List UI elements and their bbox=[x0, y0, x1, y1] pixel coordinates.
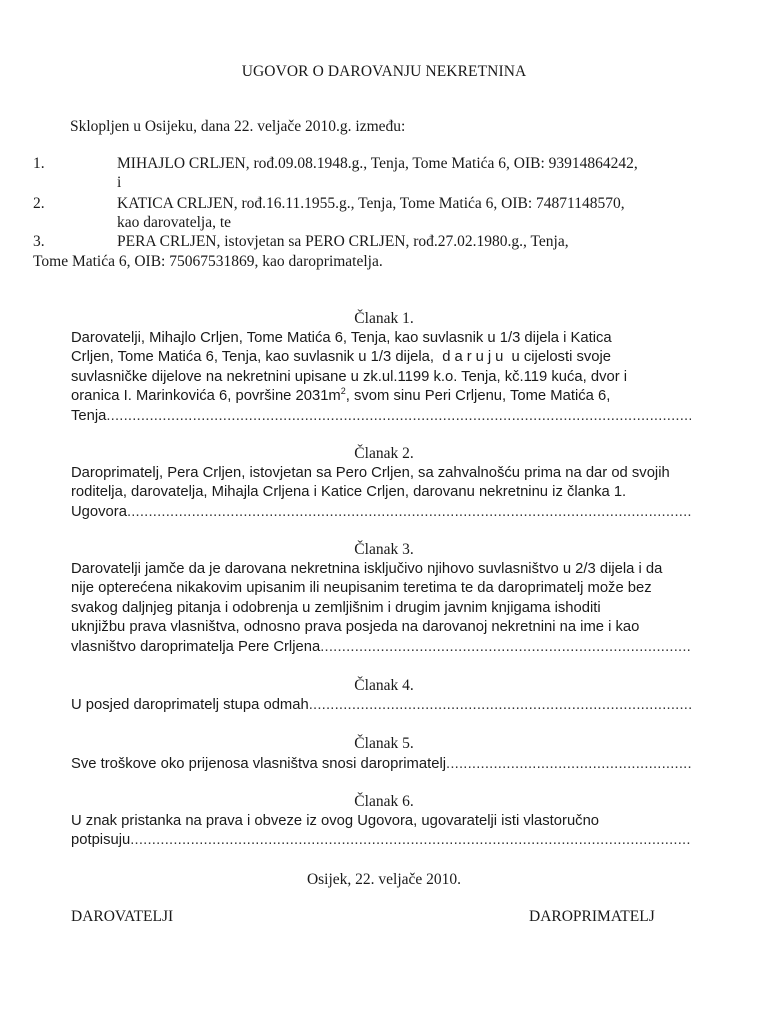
article-5-body bbox=[71, 755, 691, 774]
article-text: , svom sinu Peri Crljenu, Tome Matića 6, bbox=[345, 388, 611, 405]
article-text: Sve troškove oko prijenosa vlasništva snosi daroprimatelj bbox=[71, 756, 447, 772]
article-line bbox=[71, 831, 691, 850]
document-title: UGOVOR O DAROVANJU NEKRETNINA bbox=[241, 63, 527, 80]
article-6-heading: Članak 6. bbox=[354, 793, 414, 810]
article-2-heading: Članak 2. bbox=[354, 445, 414, 462]
article-text: Ugovora bbox=[71, 503, 127, 520]
article-line bbox=[71, 348, 691, 367]
article-line bbox=[71, 387, 691, 406]
article-line: suvlasničke dijelove na nekretnini upisane u zk.ul.1199 k.o. Tenja, kč.119 kuća, dvor i bbox=[71, 368, 628, 385]
party-line: PERA CRLJEN, istovjetan sa PERO CRLJEN, rođ.27.02.1980.g., Tenja, bbox=[117, 233, 569, 250]
dot-leader bbox=[106, 407, 691, 426]
signature-label-recipient: DAROPRIMATELJ bbox=[529, 908, 655, 925]
article-4-body bbox=[71, 696, 691, 715]
article-line: Darovatelji jamče da je darovana nekretnina isključivo njihovo suvlasništvo u 2/3 dijela i da bbox=[71, 561, 663, 577]
emphasized-word: daruju bbox=[442, 349, 508, 366]
article-3-heading: Članak 3. bbox=[354, 541, 414, 558]
article-text: U posjed daroprimatelj stupa odmah bbox=[71, 697, 309, 713]
article-line: U znak pristanka na prava i obveze iz ovog Ugovora, ugovaratelji isti vlastoručno bbox=[71, 813, 600, 829]
party-number: 1. bbox=[33, 155, 45, 172]
article-6-body bbox=[71, 812, 691, 851]
article-line: Darovatelji, Mihajlo Crljen, Tome Matića 6, Tenja, kao suvlasnik u 1/3 dijela i Katica bbox=[71, 330, 612, 346]
article-text: oranica I. Marinkovića 6, površine 2031m bbox=[71, 388, 341, 405]
dot-leader bbox=[309, 696, 691, 715]
article-line bbox=[71, 503, 691, 522]
article-text: vlasništvo daroprimatelja Pere Crljena bbox=[71, 638, 321, 655]
place-date: Osijek, 22. veljače 2010. bbox=[306, 871, 462, 888]
party-number: 2. bbox=[33, 195, 45, 212]
article-line bbox=[71, 638, 691, 657]
article-line bbox=[71, 755, 691, 774]
dot-leader bbox=[446, 755, 691, 774]
article-text: u cijelosti svoje bbox=[511, 349, 612, 366]
dot-leader bbox=[320, 638, 691, 657]
article-line bbox=[71, 696, 691, 715]
signature-label-donors: DAROVATELJI bbox=[71, 908, 174, 925]
article-5-heading: Članak 5. bbox=[354, 735, 414, 752]
article-line: Daroprimatelj, Pera Crljen, istovjetan sa Pero Crljen, sa zahvalnošću prima na dar od svojih bbox=[71, 465, 670, 481]
party-line: i bbox=[117, 174, 122, 191]
article-1-heading: Članak 1. bbox=[354, 310, 414, 327]
article-line: nije opterećena nikakovim upisanim ili neupisanim teretima te da daroprimatelj može bez bbox=[71, 580, 652, 597]
party-line: KATICA CRLJEN, rođ.16.11.1955.g., Tenja, Tome Matića 6, OIB: 74871148570, bbox=[117, 195, 625, 212]
article-text: Tenja bbox=[71, 407, 107, 424]
article-line: uknjižbu prava vlasništva, odnosno prava posjeda na darovanoj nekretnini na ime i kao bbox=[71, 619, 640, 636]
article-text: Crljen, Tome Matića 6, Tenja, kao suvlasnik u 1/3 dijela, bbox=[71, 349, 434, 366]
article-text: potpisuju bbox=[71, 832, 131, 849]
dot-leader bbox=[127, 503, 691, 522]
party-line: Tome Matića 6, OIB: 75067531869, kao daroprimatelja. bbox=[33, 253, 383, 270]
article-3-body bbox=[71, 560, 691, 657]
article-line: svakog daljnjeg pitanja i odobrenja u zemljišnim i drugim javnim knjigama ishoditi bbox=[71, 599, 601, 616]
intro-line: Sklopljen u Osijeku, dana 22. veljače 2010.g. između: bbox=[70, 118, 406, 135]
article-2-body bbox=[71, 464, 691, 522]
article-1-body bbox=[71, 329, 691, 426]
party-line: MIHAJLO CRLJEN, rođ.09.08.1948.g., Tenja, Tome Matića 6, OIB: 93914864242, bbox=[117, 155, 638, 172]
article-line bbox=[71, 407, 691, 426]
party-line: kao darovatelja, te bbox=[117, 214, 232, 231]
superscript: 2 bbox=[340, 386, 346, 397]
article-line: roditelja, darovatelja, Mihajla Crljena i Katice Crljen, darovanu nekretninu iz članka 1. bbox=[71, 484, 627, 501]
party-number: 3. bbox=[33, 233, 45, 250]
dot-leader bbox=[130, 831, 691, 850]
article-4-heading: Članak 4. bbox=[354, 677, 414, 694]
